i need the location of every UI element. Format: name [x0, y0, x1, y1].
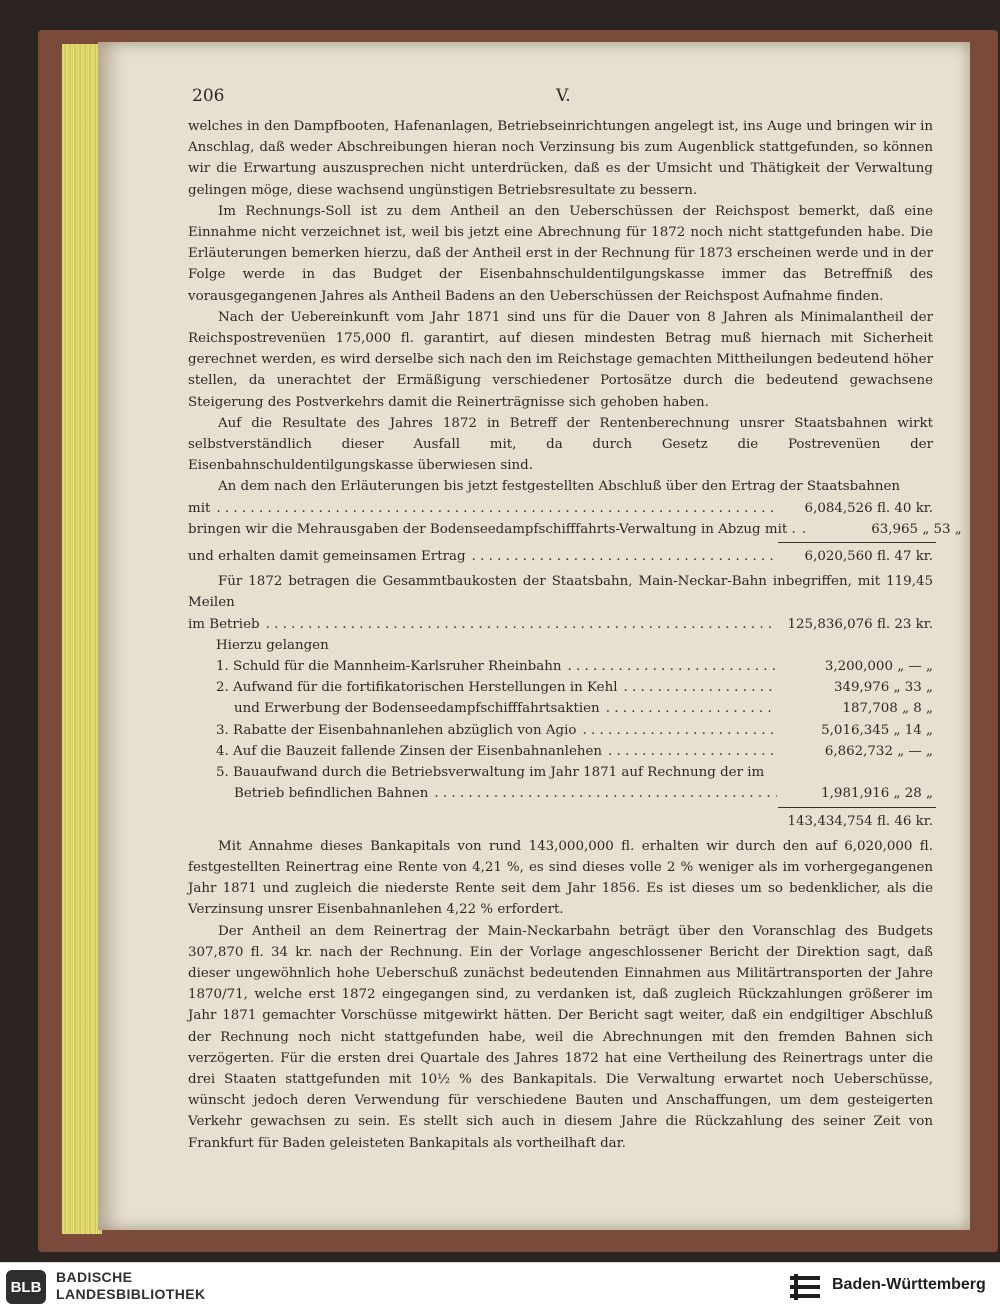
calc-item-5	[188, 783, 933, 804]
page-header	[188, 86, 933, 114]
sum-rule	[778, 807, 936, 808]
calc-total: 143,434,754 fl. 46 kr.	[787, 813, 933, 829]
calc-row-mit	[188, 498, 933, 519]
calc-item-4	[188, 741, 933, 762]
calc-label: im Betrieb	[188, 616, 260, 632]
state-name[interactable]: Baden-Württemberg	[832, 1276, 986, 1293]
book-page	[98, 42, 970, 1230]
calc-item-amount: 6,862,732 „ — „	[824, 743, 933, 759]
calc-item-label: 2. Aufwand für die fortifikatorischen Herstellungen in Kehl	[216, 680, 618, 696]
leader-dots	[608, 741, 777, 762]
paragraph-5: An dem nach den Erläuterungen bis jetzt festgestellten Abschluß über den Ertrag der Staatsbahnen	[218, 479, 901, 495]
leader-dots	[624, 677, 777, 698]
leader-dots	[216, 498, 777, 519]
calc-item-amount: 3,200,000 „ — „	[824, 659, 933, 675]
calc-amount: 6,084,526 fl. 40 kr.	[804, 500, 933, 516]
page-number: 206	[192, 86, 225, 106]
calc-item-amount: 349,976 „ 33 „	[833, 680, 933, 696]
hierzu-line: Hierzu gelangen	[216, 637, 329, 653]
lions-crest-icon	[788, 1273, 822, 1301]
calc-item-label: 4. Auf die Bauzeit fallende Zinsen der Eisenbahnanlehen	[216, 743, 603, 759]
paragraph-2: Im Rechnungs-Soll ist zu dem Antheil an den Ueberschüssen der Reichspost bemerkt, daß eine Einnahme nicht verzeichnet ist, weil bis jetzt eine Abrechnung für 1872 noch nicht stattgefunden habe. Die Erläuterungen bemerken hierzu, daß der Antheil erst in der Rechnung für 1873 erscheinen werde und in der Folge werde in das Budget der Eisenbahnschuldentilgungskasse immer das Betreffniß des vorausgegangenen Jahres als Antheil Badens an den Ueberschüssen der Reichspost Aufnahme finden.	[188, 203, 933, 304]
leader-dots	[266, 614, 777, 635]
calc-label: mit	[188, 500, 211, 516]
calc-label: und erhalten damit gemeinsamen Ertrag	[188, 549, 466, 565]
calc-item-label: Betrieb befindlichen Bahnen	[234, 786, 429, 802]
calc-item-3	[188, 720, 933, 741]
page-content	[188, 86, 962, 1154]
calc-amount: 6,020,560 fl. 47 kr.	[804, 549, 933, 565]
leader-dots	[472, 546, 777, 567]
calc-item-2b	[188, 698, 933, 719]
library-name-line1: BADISCHE	[56, 1269, 133, 1285]
calc-item-2	[188, 677, 933, 698]
calc-item-amount: 1,981,916 „ 28 „	[821, 786, 933, 802]
library-name[interactable]	[56, 1269, 206, 1303]
calc-row-betrieb	[188, 614, 933, 635]
paragraph-9: Mit Annahme dieses Bankapitals von rund 143,000,000 fl. erhalten wir durch den auf 6,020,000 fl. festgestellten Reinertrag eine Rente von 4,21 %, es sind dieses volle 2 % weniger als im vorhergegangenen Jahr 1871 und zugleich die niederste Rente seit dem Jahr 1856. Es ist dieses um so bedenklicher, als die Verzinsung unsrer Eisenbahnanlehen 4,22 % erfordert.	[188, 838, 933, 918]
calc-total-row	[188, 811, 933, 832]
calc-amount: 63,965 „ 53 „	[871, 521, 962, 537]
paragraph-4: Auf die Resultate des Jahres 1872 in Betreff der Rentenberechnung unsrer Staatsbahnen wirkt selbstverständlich dieser Ausfall mit, da durch Gesetz die Postrevenüen der Eisenbahnschuldentilgungskasse überwiesen sind.	[188, 415, 933, 474]
calc-item-amount: 5,016,345 „ 14 „	[821, 722, 933, 738]
calc-item-label: 3. Rabatte der Eisenbahnanlehen abzüglich von Agio	[216, 722, 577, 738]
page-edges	[62, 44, 102, 1234]
calc-amount: 125,836,076 fl. 23 kr.	[787, 616, 933, 632]
calc-item-1	[188, 656, 933, 677]
paragraph-8: Für 1872 betragen die Gesammtbaukosten der Staatsbahn, Main-Neckar-Bahn inbegriffen, mit 119,45 Meilen	[188, 574, 933, 611]
calc-item-label: und Erwerbung der Bodenseedampfschifffahrtsaktien	[234, 701, 600, 717]
paragraph-1: welches in den Dampfbooten, Hafenanlagen, Betriebseinrichtungen angelegt ist, ins Auge und bringen wir in Anschlag, daß weder Abschreibungen hieran noch Verzinsung bis zum Augenblick stattgefunden, so können wir die Erwartung auszusprechen nicht unterdrücken, daß es der Umsicht und Thätigkeit der Verwaltung gelingen möge, diese wachsend ungünstigen Betriebsresultate zu bessern.	[188, 119, 933, 198]
calc-row-bringen	[188, 519, 962, 540]
blb-logo[interactable]: BLB	[6, 1270, 46, 1304]
leader-dots	[567, 656, 777, 677]
paragraph-10: Der Antheil an dem Reinertrag der Main-Neckarbahn beträgt über den Voranschlag des Budgets 307,870 fl. 34 kr. nach der Rechnung. Ein der Vorlage angeschlossener Bericht der Direktion sagt, daß dieser ungewöhnlich hohe Ueberschuß zunächst bedeutenden Einnahmen aus Militärtransporten der Jahre 1870/71, welche erst 1872 eingegangen sind, zu verdanken ist, daß zugleich Rückzahlungen größerer im Jahr 1871 gemachter Vorschüsse mitgewirkt hätten. Der Bericht sagt weiter, daß ein endgiltiger Abschluß der Rechnung noch nicht stattgefunden habe, weil die Abrechnungen mit den fremden Bahnen sich verzögerten. Für die ersten drei Quartale des Jahres 1872 hat eine Vertheilung des Reinertrags unter die drei Staaten stattgefunden mit 10½ % des Bankapitals. Die Verwaltung erwartet noch Ueberschüsse, wünscht jedoch deren Verwendung für verschiedene Bauten und Anschaffungen, um dem gesteigerten Verkehr gewachsen zu sein. Es stellt sich auch in diesem Jahre die Rückzahlung des seiner Zeit von Frankfurt für Baden geleisteten Bankapitals als vortheilhaft dar.	[188, 923, 933, 1151]
calc-label: bringen wir die Mehrausgaben der Bodenseedampfschifffahrts-Verwaltung in Abzug mit .	[188, 521, 796, 537]
paragraph-3: Nach der Uebereinkunft vom Jahr 1871 sind uns für die Dauer von 8 Jahren als Minimalantheil der Reichspostrevenüen 175,000 fl. garantirt, auf diesen mindesten Betrag muß hiernach mit Sicherheit gerechnet werden, es wird derselbe sich nach den im Reichstage gemachten Mittheilungen bedeutend höher stellen, da unerachtet der Ermäßigung verschiedener Portosätze durch die bedeutend gewachsene Steigerung des Postverkehrs damit die Reinerträgnisse sich gehoben haben.	[188, 309, 933, 410]
calc-item-label: 1. Schuld für die Mannheim-Karlsruher Rheinbahn	[216, 659, 562, 675]
library-name-line2: LANDESBIBLIOTHEK	[56, 1286, 206, 1302]
leader-dots	[582, 720, 777, 741]
calc-row-ertrag	[188, 546, 933, 567]
leader-dots	[434, 783, 777, 804]
calc-item-5-line1: 5. Bauaufwand durch die Betriebsverwaltung im Jahr 1871 auf Rechnung der im	[216, 765, 765, 781]
viewer-footer	[0, 1262, 1000, 1310]
leader-dots	[802, 519, 806, 540]
calc-item-amount: 187,708 „ 8 „	[842, 701, 933, 717]
chapter-heading: V.	[556, 86, 571, 106]
sum-rule	[778, 542, 936, 543]
leader-dots	[606, 698, 777, 719]
